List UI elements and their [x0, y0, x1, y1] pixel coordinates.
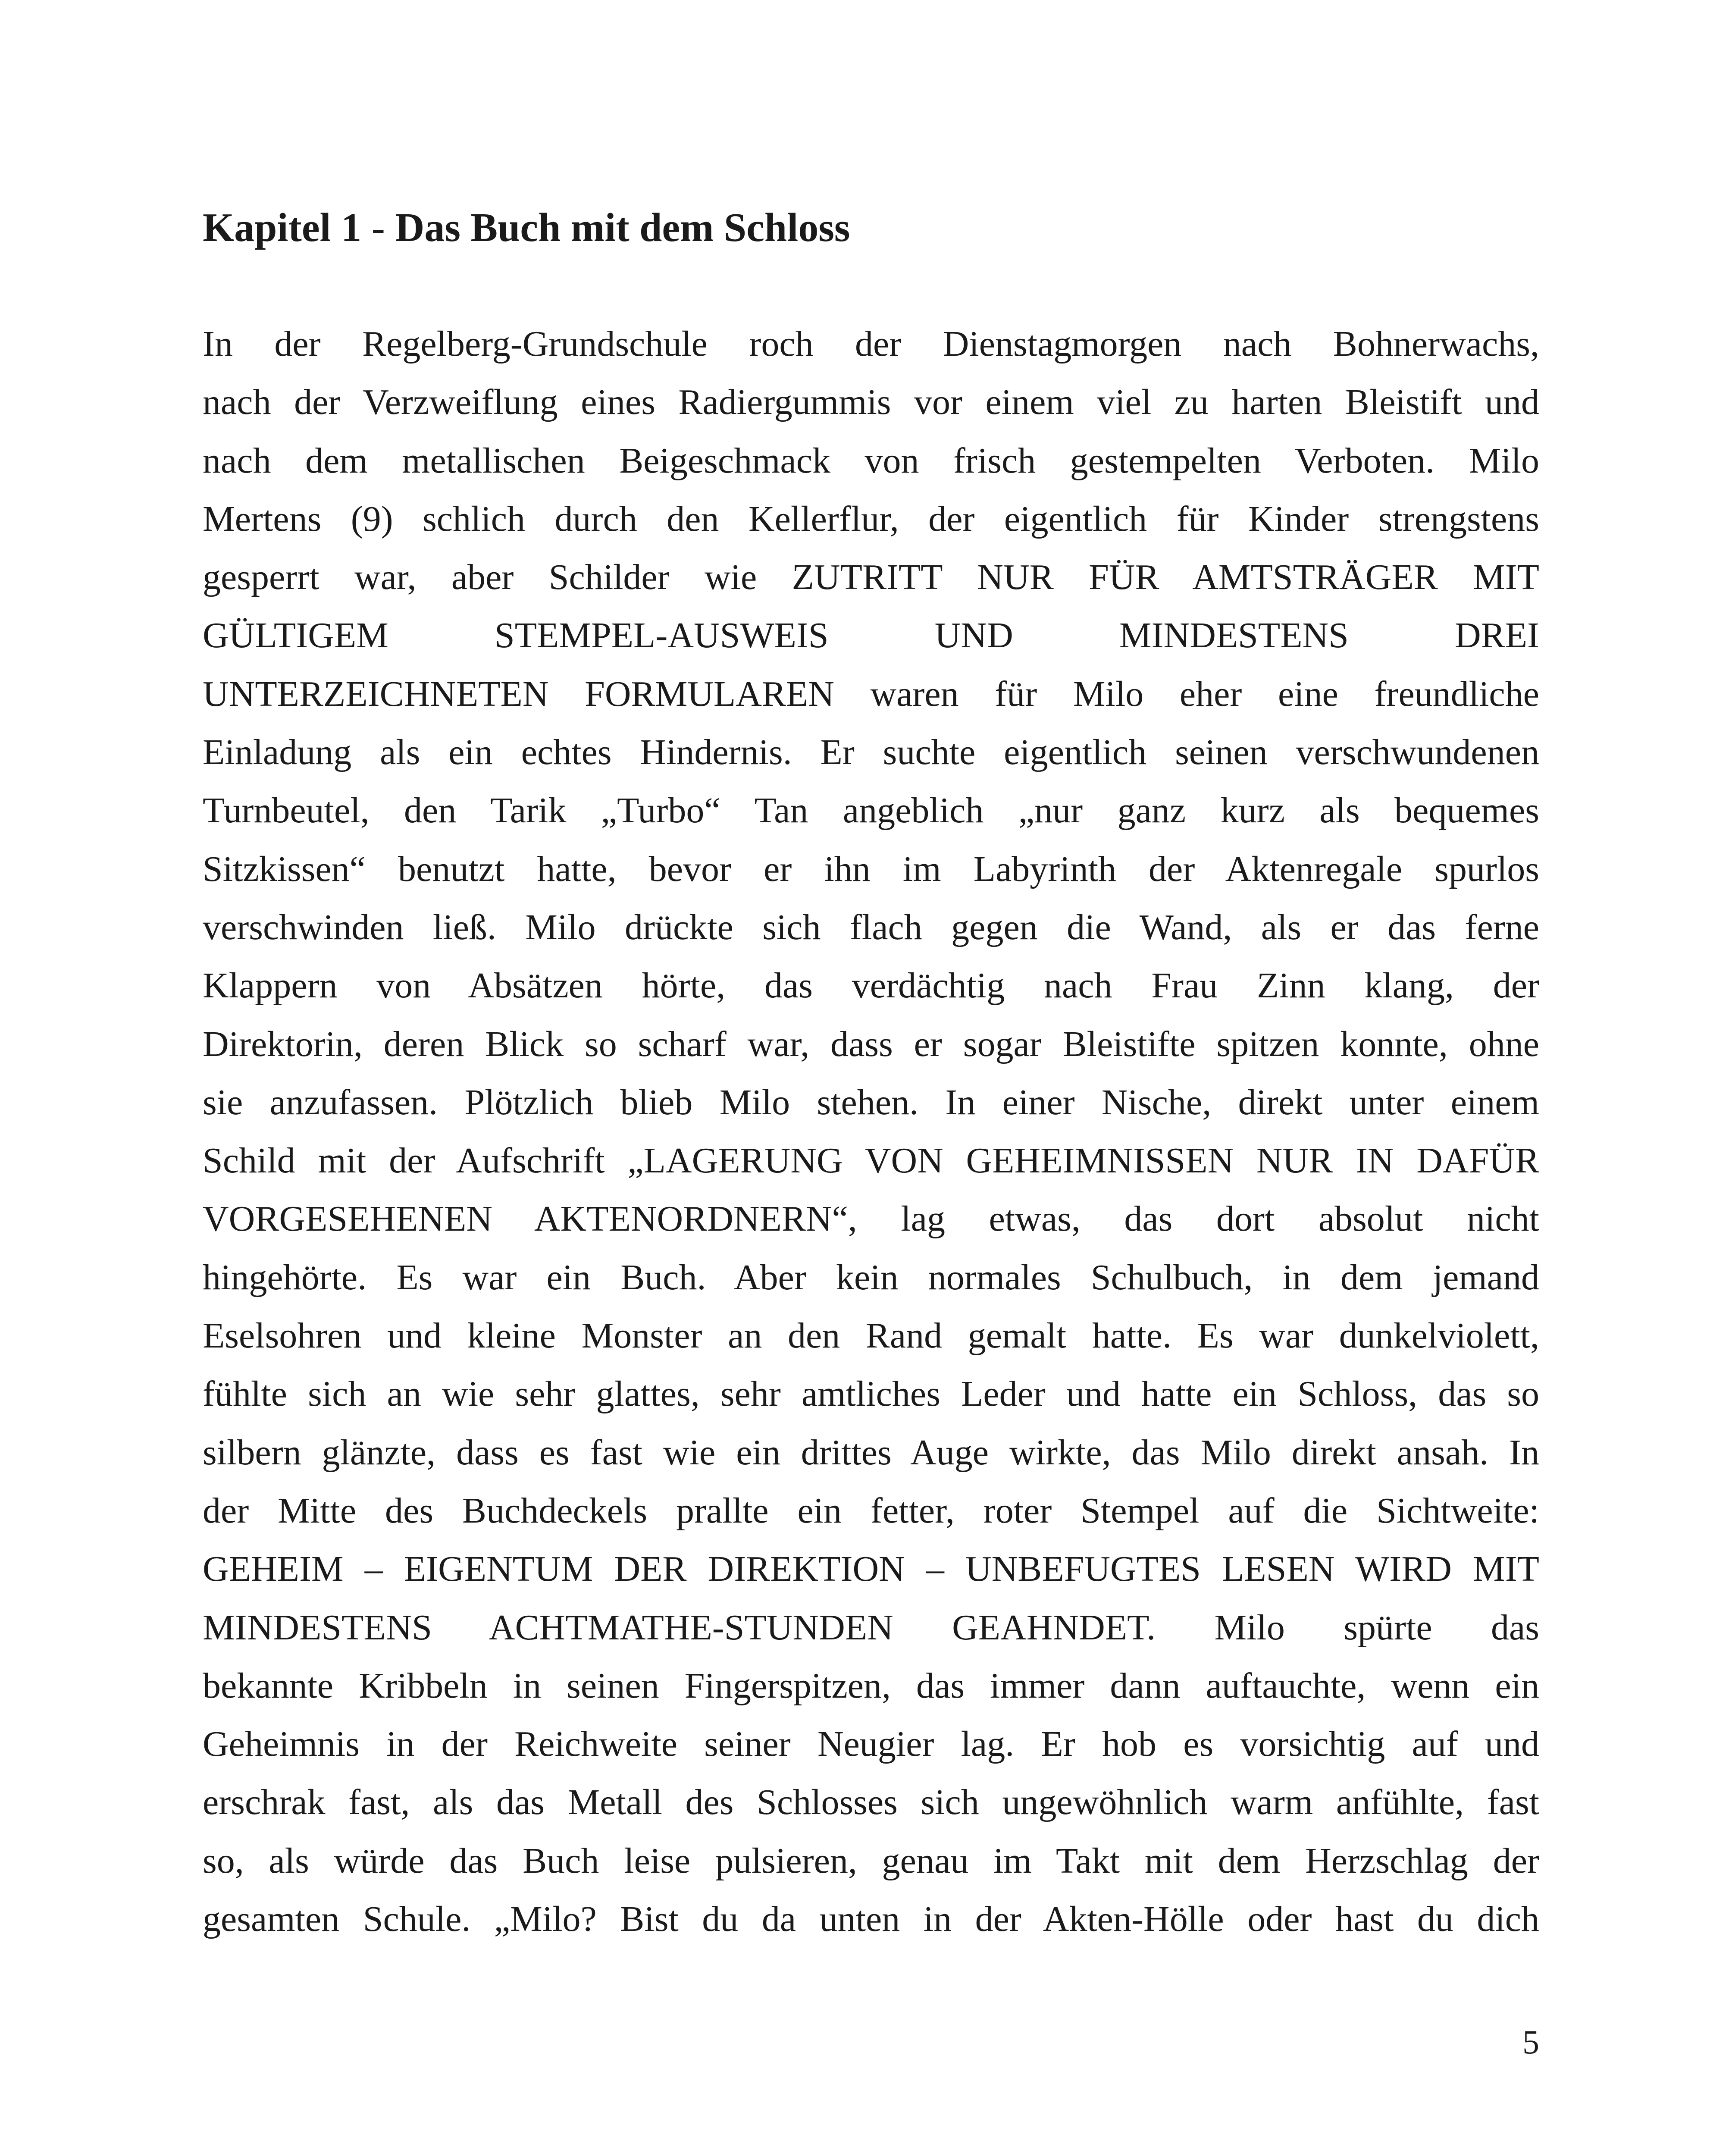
- text-line: gesperrt war, aber Schilder wie ZUTRITT NUR FÜR AMTSTRÄGER MIT: [203, 557, 1539, 598]
- text-line: GÜLTIGEM STEMPEL-AUSWEIS UND MINDESTENS DREI: [203, 615, 1539, 656]
- text-line: Eselsohren und kleine Monster an den Rand gemalt hatte. Es war dunkelviolett,: [203, 1316, 1539, 1356]
- text-line: MINDESTENS ACHTMATHE-STUNDEN GEAHNDET. Milo spürte das: [203, 1607, 1539, 1648]
- text-line: sie anzufassen. Plötzlich blieb Milo stehen. In einer Nische, direkt unter einem: [203, 1082, 1539, 1122]
- text-line: verschwinden ließ. Milo drückte sich flach gegen die Wand, als er das ferne: [203, 907, 1539, 947]
- text-line: der Mitte des Buchdeckels prallte ein fetter, roter Stempel auf die Sichtweite:: [203, 1490, 1539, 1531]
- text-line: Einladung als ein echtes Hindernis. Er suchte eigentlich seinen verschwundenen: [203, 732, 1539, 773]
- text-line: Sitzkissen“ benutzt hatte, bevor er ihn im Labyrinth der Aktenregale spurlos: [203, 849, 1539, 889]
- text-line: nach dem metallischen Beigeschmack von frisch gestempelten Verboten. Milo: [203, 440, 1539, 481]
- text-line: so, als würde das Buch leise pulsieren, genau im Takt mit dem Herzschlag der: [203, 1840, 1539, 1881]
- text-line: VORGESEHENEN AKTENORDNERN“, lag etwas, das dort absolut nicht: [203, 1199, 1539, 1239]
- body-paragraph: [203, 315, 1539, 1948]
- text-line: In der Regelberg-Grundschule roch der Dienstagmorgen nach Bohnerwachs,: [203, 324, 1539, 364]
- text-line: Turnbeutel, den Tarik „Turbo“ Tan angeblich „nur ganz kurz als bequemes: [203, 790, 1539, 831]
- text-line: silbern glänzte, dass es fast wie ein drittes Auge wirkte, das Milo direkt ansah. In: [203, 1432, 1539, 1473]
- text-line: Direktorin, deren Blick so scharf war, dass er sogar Bleistifte spitzen konnte, ohne: [203, 1024, 1539, 1064]
- text-line: Klappern von Absätzen hörte, das verdächtig nach Frau Zinn klang, der: [203, 965, 1539, 1006]
- text-line: bekannte Kribbeln in seinen Fingerspitzen, das immer dann auftauchte, wenn ein: [203, 1665, 1539, 1706]
- page-number: 5: [1522, 2023, 1539, 2061]
- text-line: fühlte sich an wie sehr glattes, sehr amtliches Leder und hatte ein Schloss, das so: [203, 1374, 1539, 1414]
- text-line: Geheimnis in der Reichweite seiner Neugier lag. Er hob es vorsichtig auf und: [203, 1724, 1539, 1764]
- text-line: Schild mit der Aufschrift „LAGERUNG VON GEHEIMNISSEN NUR IN DAFÜR: [203, 1141, 1539, 1181]
- text-line: Mertens (9) schlich durch den Kellerflur, der eigentlich für Kinder strengstens: [203, 498, 1539, 539]
- text-line: UNTERZEICHNETEN FORMULAREN waren für Milo eher eine freundliche: [203, 674, 1539, 714]
- text-line: nach der Verzweiflung eines Radiergummis vor einem viel zu harten Bleistift und: [203, 382, 1539, 423]
- text-line: gesamten Schule. „Milo? Bist du da unten in der Akten-Hölle oder hast du dich: [203, 1899, 1539, 1940]
- chapter-title: Kapitel 1 - Das Buch mit dem Schloss: [203, 205, 850, 250]
- text-line: erschrak fast, als das Metall des Schlosses sich ungewöhnlich warm anfühlte, fast: [203, 1782, 1539, 1823]
- text-line: GEHEIM – EIGENTUM DER DIREKTION – UNBEFUGTES LESEN WIRD MIT: [203, 1549, 1539, 1589]
- text-line: hingehörte. Es war ein Buch. Aber kein normales Schulbuch, in dem jemand: [203, 1257, 1539, 1297]
